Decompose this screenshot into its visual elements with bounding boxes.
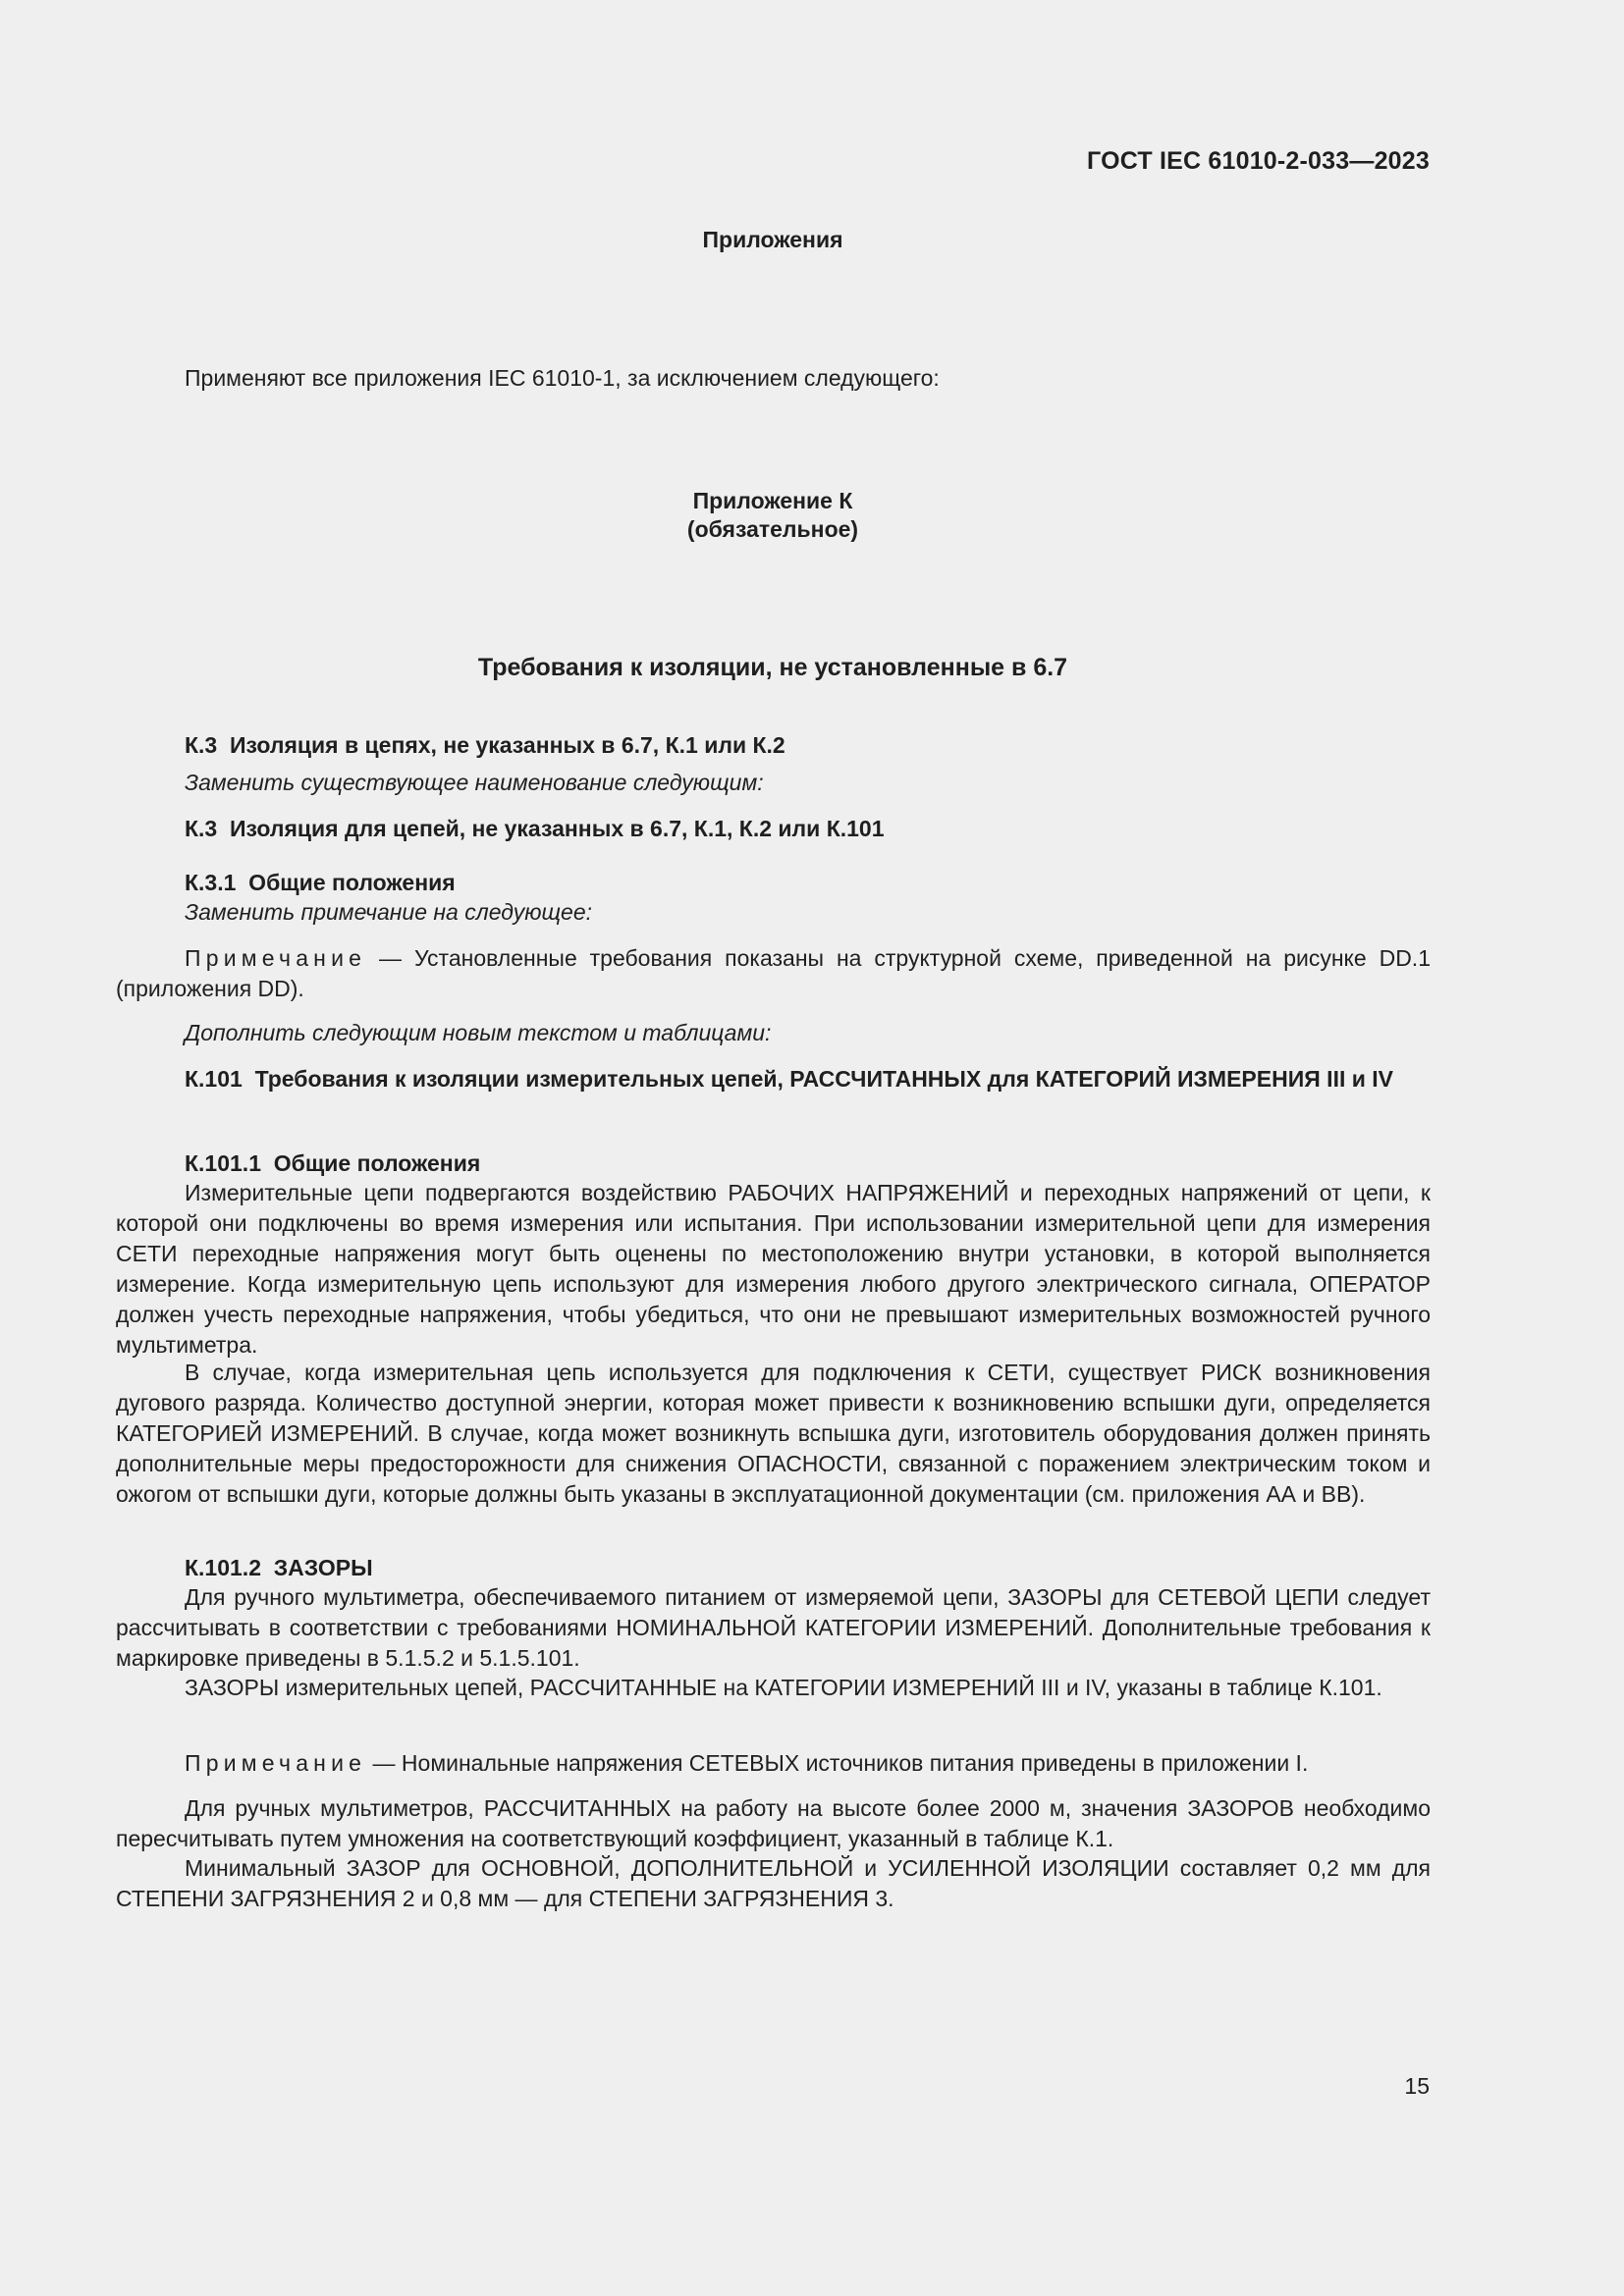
- k3-instruction: Заменить существующее наименование следующим:: [185, 770, 764, 795]
- k1011-para1: Измерительные цепи подвергаются воздействию РАБОЧИХ НАПРЯЖЕНИЙ и переходных напряжений от цепи, к которой они подключены во время измерения или испытания. При использовании измерительной цепи для измерения СЕТИ переходные напряжения могут быть оценены по местоположению внутри установки, в которой выполняется измерение. Когда измерительную цепь используют для измерения любого другого электрического сигнала, ОПЕРАТОР должен учесть переходные напряжения, чтобы убедиться, что они не превышают измерительных возможностей ручного мультиметра.: [116, 1180, 1431, 1358]
- annex-k-subject: Требования к изоляции, не установленные в 6.7: [477, 654, 1068, 681]
- appendices-intro: Применяют все приложения IEC 61010-1, за исключением следующего:: [185, 365, 940, 391]
- k1012-para1: Для ручного мультиметра, обеспечиваемого питанием от измеряемой цепи, ЗАЗОРЫ для СЕТЕВОЙ ЦЕПИ следует рассчитывать в соответствии с требованиями НОМИНАЛЬНОЙ КАТЕГОРИИ ИЗМЕРЕНИЙ. Дополнительные требования к маркировке приведены в 5.1.5.2 и 5.1.5.101.: [116, 1584, 1431, 1671]
- k1012-para2: ЗАЗОРЫ измерительных цепей, РАССЧИТАННЫЕ на КАТЕГОРИИ ИЗМЕРЕНИЙ III и IV, указаны в таблице К.101.: [185, 1675, 1382, 1700]
- appendices-title: Приложения: [702, 227, 843, 252]
- annex-k-title: Приложение К: [692, 488, 853, 513]
- document-code: ГОСТ IEC 61010-2-033—2023: [1087, 147, 1430, 175]
- k1012-para4: Минимальный ЗАЗОР для ОСНОВНОЙ, ДОПОЛНИТЕЛЬНОЙ и УСИЛЕННОЙ ИЗОЛЯЦИИ составляет 0,2 мм для СТЕПЕНИ ЗАГРЯЗНЕНИЯ 2 и 0,8 мм — для СТЕПЕНИ ЗАГРЯЗНЕНИЯ 3.: [116, 1855, 1431, 1911]
- note-text: — Номинальные напряжения СЕТЕВЫХ источников питания приведены в приложении I.: [366, 1750, 1309, 1776]
- k1011-heading: К.101.1 Общие положения: [185, 1150, 481, 1176]
- k1011-para2: В случае, когда измерительная цепь используется для подключения к СЕТИ, существует РИСК возникновения дугового разряда. Количество доступной энергии, которая может привести к возникновению вспышки дуги, определяется КАТЕГОРИЕЙ ИЗМЕРЕНИЙ. В случае, когда может возникнуть вспышка дуги, изготовитель оборудования должен принять дополнительные меры предосторожности для снижения ОПАСНОСТИ, связанной с поражением электрическим током и ожогом от вспышки дуги, которые должны быть указаны в эксплуатационной документации (см. приложения АА и ВВ).: [116, 1360, 1431, 1507]
- k101-heading: К.101 Требования к изоляции измерительных цепей, РАССЧИТАННЫХ для КАТЕГОРИЙ ИЗМЕРЕНИЯ III и IV: [185, 1066, 1393, 1092]
- k31-heading: К.3.1 Общие положения: [185, 870, 456, 895]
- note-text: — Установленные требования показаны на структурной схеме, приведенной на рисунке DD.1 (приложения DD).: [116, 945, 1431, 1001]
- k3-heading: К.3 Изоляция в цепях, не указанных в 6.7, К.1 или К.2: [185, 732, 785, 758]
- annex-k-status: (обязательное): [686, 516, 859, 542]
- note-label: Примечание: [185, 945, 367, 971]
- k1012-heading: К.101.2 ЗАЗОРЫ: [185, 1555, 373, 1580]
- k3-new-heading: К.3 Изоляция для цепей, не указанных в 6.7, К.1, К.2 или К.101: [185, 816, 885, 841]
- k31-note: [116, 943, 1431, 1004]
- note-label: Примечание: [185, 1750, 367, 1776]
- k1012-note: [116, 1748, 1431, 1779]
- page-number: 15: [1404, 2073, 1430, 2099]
- k1012-para3: Для ручных мультиметров, РАССЧИТАННЫХ на работу на высоте более 2000 м, значения ЗАЗОРОВ необходимо пересчитывать путем умножения на соответствующий коэффициент, указанный в таблице К.1.: [116, 1795, 1431, 1851]
- k31-add-instruction: Дополнить следующим новым текстом и таблицами:: [185, 1020, 772, 1045]
- k31-instruction: Заменить примечание на следующее:: [185, 899, 593, 925]
